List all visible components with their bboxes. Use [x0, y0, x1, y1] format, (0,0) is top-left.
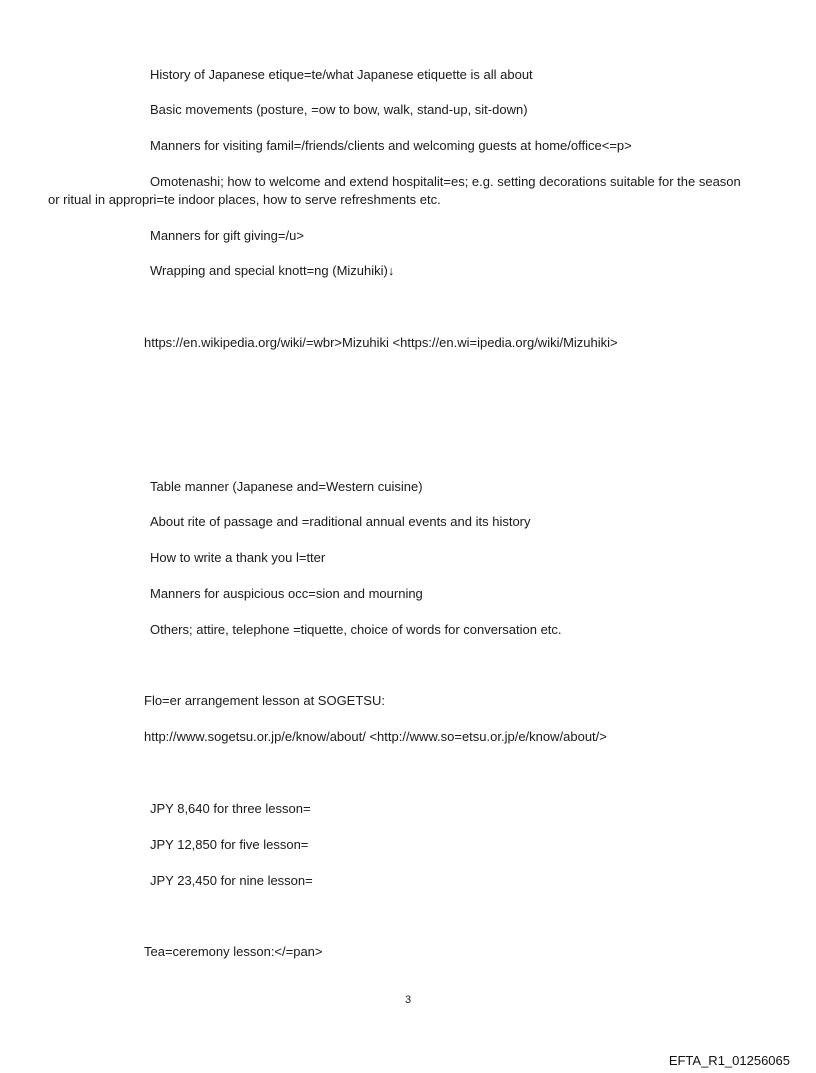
bates-number: EFTA_R1_01256065	[668, 1053, 790, 1068]
etiquette-item: Wrapping and special knott=ng (Mizuhiki)↓	[150, 263, 395, 278]
price-item: JPY 12,850 for five lesson=	[150, 837, 309, 852]
etiquette-item: About rite of passage and =raditional annual events and its history	[150, 514, 531, 529]
price-item: JPY 23,450 for nine lesson=	[150, 873, 313, 888]
etiquette-item-continuation: or ritual in appropri=te indoor places, how to serve refreshments etc.	[48, 192, 441, 207]
etiquette-item: Manners for gift giving=/u>	[150, 228, 304, 243]
etiquette-item: How to write a thank you l=tter	[150, 550, 326, 565]
etiquette-item: Omotenashi; how to welcome and extend hospitalit=es; e.g. setting decorations suitable for the season	[150, 174, 741, 189]
etiquette-item: Table manner (Japanese and=Western cuisine)	[150, 479, 423, 494]
etiquette-item: Manners for auspicious occ=sion and mourning	[150, 586, 423, 601]
flower-heading: Flo=er arrangement lesson at SOGETSU:	[144, 693, 385, 708]
etiquette-item: History of Japanese etique=te/what Japanese etiquette is all about	[150, 67, 533, 82]
sogetsu-link[interactable]: http://www.sogetsu.or.jp/e/know/about/ <http://www.so=etsu.or.jp/e/know/about/>	[144, 729, 607, 744]
etiquette-item: Manners for visiting famil=/friends/clients and welcoming guests at home/office<=p>	[150, 138, 632, 153]
page-number: 3	[404, 994, 412, 1006]
etiquette-item: Others; attire, telephone =tiquette, choice of words for conversation etc.	[150, 622, 562, 637]
price-item: JPY 8,640 for three lesson=	[150, 801, 311, 816]
etiquette-item: Basic movements (posture, =ow to bow, walk, stand-up, sit-down)	[150, 102, 528, 117]
tea-heading: Tea=ceremony lesson:</=pan>	[144, 944, 323, 959]
mizuhiki-link[interactable]: https://en.wikipedia.org/wiki/=wbr>Mizuhiki <https://en.wi=ipedia.org/wiki/Mizuhiki>	[144, 335, 618, 350]
